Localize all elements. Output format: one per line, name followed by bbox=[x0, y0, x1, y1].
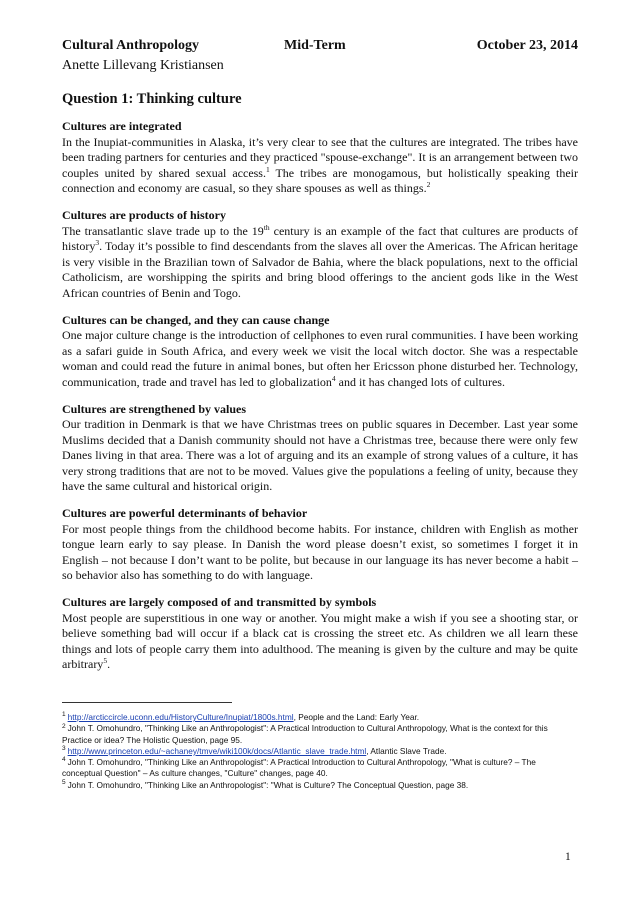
footnote-ref[interactable]: 3 bbox=[95, 238, 100, 248]
footnote-link[interactable]: http://arcticcircle.uconn.edu/HistoryCulture/Inupiat/1800s.html bbox=[67, 712, 294, 722]
footnote-2: $^2$ John T. Omohundro, "Thinking Like an Anthropologist": A Practical Introduction to Cultural Anthropology, What is the context for this Practice or idea? The Holistic Question, page 95. bbox=[62, 722, 548, 745]
question-title: Question 1: Thinking culture bbox=[62, 91, 242, 107]
footnote-4: $^4$ John T. Omohundro, "Thinking Like an Anthropologist": A Practical Introduction to Cultural Anthropology, "What is culture? – The conceptual Question" – As culture changes, "Culture" changes, page 40. bbox=[62, 756, 536, 779]
footnote-ref[interactable]: 4 bbox=[331, 373, 336, 383]
section-symbols bbox=[62, 595, 578, 673]
author-name: Anette Lillevang Kristiansen bbox=[62, 58, 224, 73]
section-values bbox=[62, 402, 578, 496]
footnote-5: $^5$ John T. Omohundro, "Thinking Like an Anthropologist": "What is Culture? The Conceptual Question, page 38. bbox=[62, 779, 469, 790]
footnote-link[interactable]: http://www.princeton.edu/~achaney/tmve/wiki100k/docs/Atlantic_slave_trade.html bbox=[67, 745, 367, 756]
section-heading: Cultures can be changed, and they can cause change bbox=[62, 312, 330, 327]
section-body: For most people things from the childhood become habits. For instance, children with English as mother tongue learn early to say please. In Danish the word please doesn’t exist, so sometimes I forget it in English – not because I don’t want to be polite, but because in our language its has never become a habit – so behavior also has something to do with language. bbox=[62, 521, 578, 583]
exam-date: October 23, 2014 bbox=[476, 38, 578, 53]
page-number: 1 bbox=[565, 851, 571, 863]
footnote-separator bbox=[62, 702, 232, 703]
exam-title: Mid-Term bbox=[284, 38, 346, 53]
section-heading: Cultures are powerful determinants of behavior bbox=[62, 506, 308, 521]
footnotes bbox=[62, 712, 578, 791]
course-title: Cultural Anthropology bbox=[62, 38, 200, 53]
footnote-1: $^1$ http://arcticcircle.uconn.edu/HistoryCulture/Inupiat/1800s.html, People and the Land: Early Year. bbox=[62, 711, 420, 722]
footnote-ref[interactable]: 2 bbox=[426, 180, 431, 190]
footnote-3: $^3$ http://www.princeton.edu/~achaney/tmve/wiki100k/docs/Atlantic_slave_trade.html, Atlantic Slave Trade. bbox=[62, 745, 447, 756]
section-heading: Cultures are strengthened by values bbox=[62, 401, 247, 416]
section-body: In the Inupiat-communities in Alaska, it’s very clear to see that the cultures are integrated. The tribes have been trading partners for centuries and they practiced "spouse-exchange". It is an arrangement between two couples united by shared sexual access.$^1$ The tribes are monogamous, but holistically speaking their connection and economy are casual, so they share spouses as well as things.$^2$ bbox=[62, 134, 578, 196]
section-heading: Cultures are largely composed of and transmitted by symbols bbox=[62, 595, 377, 610]
footnote-ref[interactable]: 5 bbox=[103, 656, 108, 666]
footnote-ref[interactable]: 1 bbox=[265, 164, 270, 174]
section-heading: Cultures are integrated bbox=[62, 119, 182, 133]
section-heading: Cultures are products of history bbox=[62, 207, 227, 222]
section-body: Our tradition in Denmark is that we have Christmas trees on public squares in December. Last year some Muslims decided that a Danish community should not have a Christmas tree, because there were only few Danes living in that area. There was a lot of arguing and its an example of strong values of a culture, it has very strong traditions that are not to be moved. Values give the populations a feeling of unity, because they have the same cultural and historical origin. bbox=[62, 417, 578, 494]
page-header bbox=[62, 38, 578, 57]
section-history bbox=[62, 208, 578, 302]
section-body: One major culture change is the introduction of cellphones to even rural communities. I have been working as a safari guide in South Africa, and every week we visit the local witch doctor. She was a respectable woman and could read the future in animal bones, but often her Ericsson phone disturbed her. Technology, communication, trade and travel has led to globalization$^4$ and it has changed lots of cultures. bbox=[62, 328, 578, 389]
section-integrated bbox=[62, 119, 578, 197]
document-page bbox=[62, 38, 578, 673]
section-body: The transatlantic slave trade up to the 19th century is an example of the fact that cultures are products of history$^3$. Today it’s possible to find descendants from the slaves all over the Americas. The African heritage is very visible in the Brazilian town of Salvador de Bahia, where the black populations, next to the official Catholicism, are worshipping the spirits and bring blood offerings to the ancient gods like in the West African countries of Benin and Togo. bbox=[62, 222, 578, 300]
section-change bbox=[62, 313, 578, 391]
section-behavior bbox=[62, 506, 578, 584]
section-body: Most people are superstitious in one way or another. You might make a wish if you see a shooting star, or believe something bad will occur if a black cat is crossing the street etc. As children we all learn these things and lots of people carry them into adulthood. The meaning is given by the culture and may be quite arbitrary$^5$. bbox=[62, 610, 578, 672]
